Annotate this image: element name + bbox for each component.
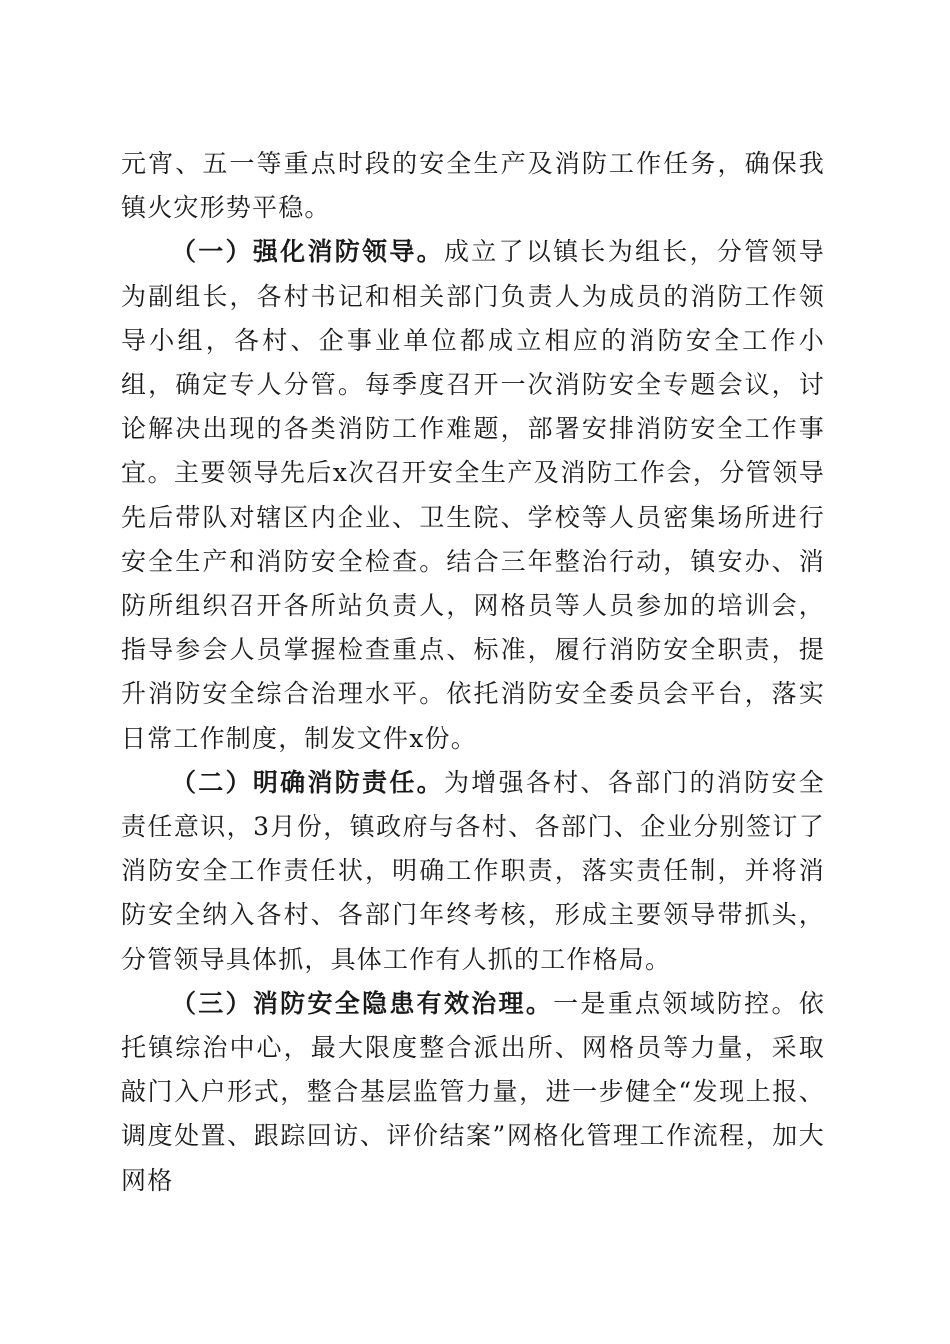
paragraph-text: 一是重点领域防控。依托镇综治中心，最大限度整合派出所、网格员等力量，采取敲门入户形式，整合基层监管力量，进一步健全“发现上报、调度处置、跟踪回访、评价结案”网格化管理工作流程，加大网格 <box>121 988 825 1195</box>
document-body <box>121 142 825 1203</box>
section-heading: （一）强化消防领导。 <box>171 237 444 267</box>
paragraph-text: 为增强各村、各部门的消防安全责任意识，3月份，镇政府与各村、各部门、企业分别签订了消防安全工作责任状，明确工作职责，落实责任制，并将消防安全纳入各村、各部门年终考核，形成主要领导带抓头，分管领导具体抓，具体工作有人抓的工作格局。 <box>121 767 825 974</box>
paragraph-section-3 <box>121 982 825 1203</box>
paragraph-text: 元宵、五一等重点时段的安全生产及消防工作任务，确保我镇火灾形势平稳。 <box>121 149 825 223</box>
section-heading: （二）明确消防责任。 <box>171 767 444 797</box>
paragraph-section-2 <box>121 761 825 982</box>
paragraph-text: 成立了以镇长为组长，分管领导为副组长，各村书记和相关部门负责人为成员的消防工作领导小组，各村、企事业单位都成立相应的消防安全工作小组，确定专人分管。每季度召开一次消防安全专题会议，讨论解决出现的各类消防工作难题，部署安排消防安全工作事宜。主要领导先后x次召开安全生产及消防工作会，分管领导先后带队对辖区内企业、卫生院、学校等人员密集场所进行安全生产和消防安全检查。结合三年整治行动，镇安办、消防所组织召开各所站负责人，网格员等人员参加的培训会，指导参会人员掌握检查重点、标准，履行消防安全职责，提升消防安全综合治理水平。依托消防安全委员会平台，落实日常工作制度，制发文件x份。 <box>121 237 825 753</box>
paragraph-continuation <box>121 142 825 230</box>
paragraph-section-1 <box>121 230 825 760</box>
section-heading: （三）消防安全隐患有效治理。 <box>171 988 554 1018</box>
